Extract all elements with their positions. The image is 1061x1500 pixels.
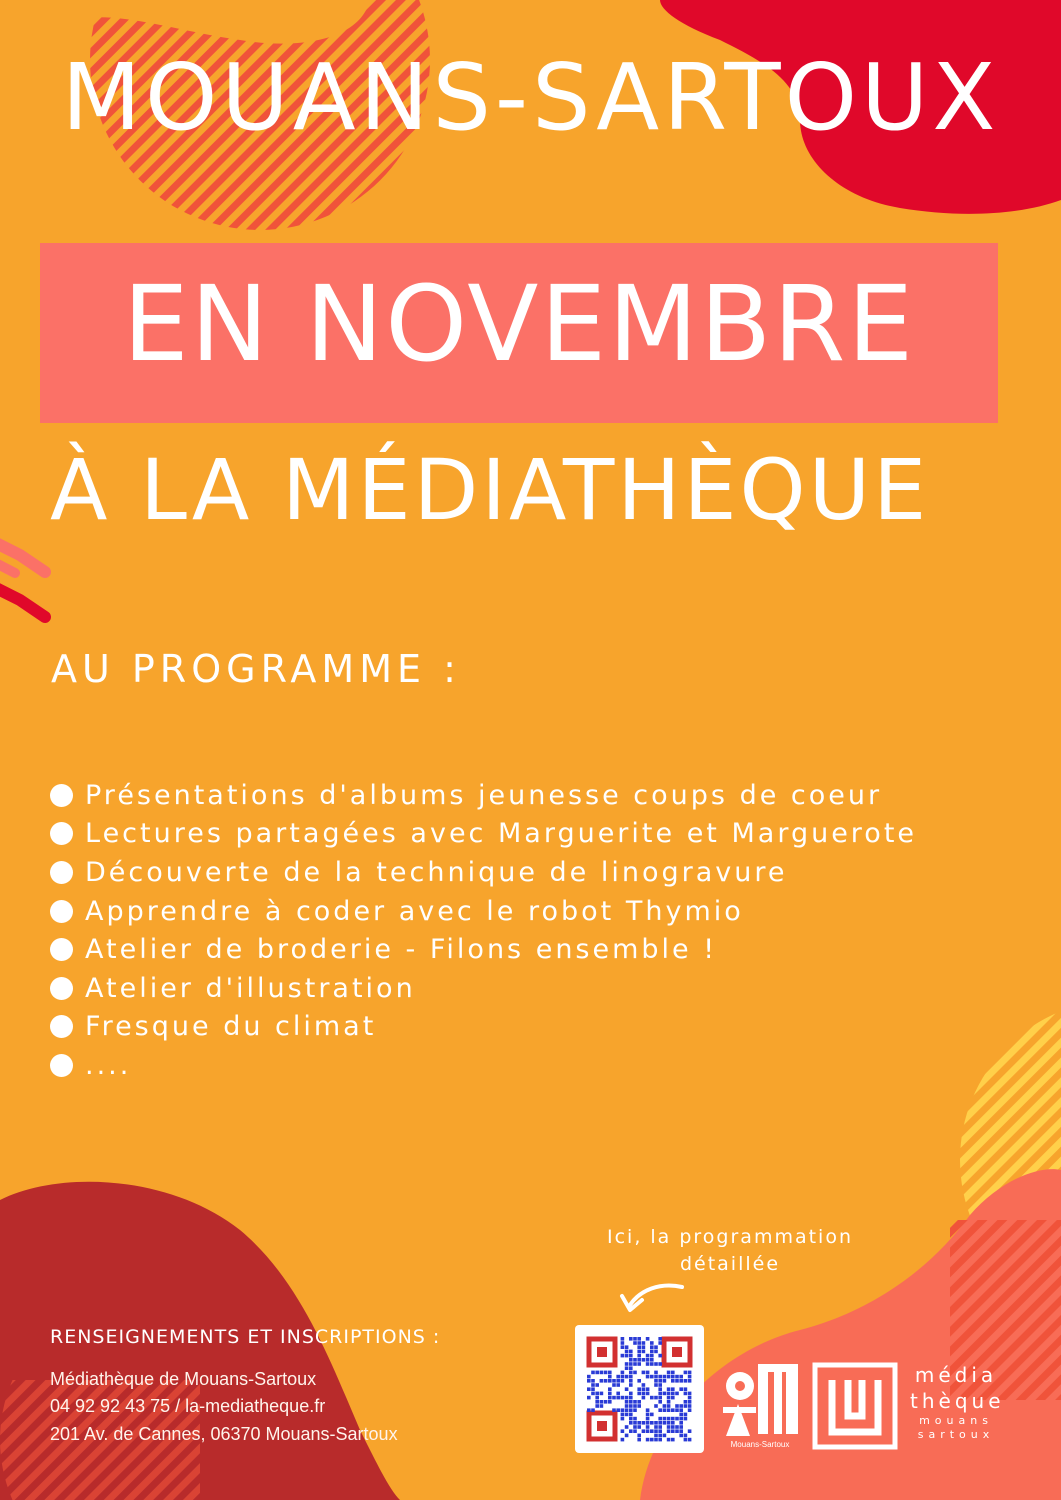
list-item: Découverte de la technique de linogravure [50,853,917,892]
bullet-icon [50,1054,73,1077]
list-item: Apprendre à coder avec le robot Thymio [50,892,917,931]
bullet-icon [50,900,73,923]
qr-caption: Ici, la programmation détaillée [606,1226,854,1275]
programme-list [50,776,917,1085]
contact-address: 201 Av. de Cannes, 06370 Mouans-Sartoux [50,1424,398,1444]
list-item: Atelier d'illustration [50,969,917,1008]
bullet-icon [50,977,73,1000]
bullet-icon [50,784,73,807]
list-item: Atelier de broderie - Filons ensemble ! [50,930,917,969]
bullet-icon [50,822,73,845]
contact-phone-web[interactable]: 04 92 92 43 75 / la-mediatheque.fr [50,1396,326,1416]
list-item: Présentations d'albums jeunesse coups de coeur [50,776,917,815]
contact-name: Médiathèque de Mouans-Sartoux [50,1369,317,1389]
bullet-icon [50,938,73,961]
mediatheque-logo-icon [812,1362,898,1450]
bullet-icon [50,1015,73,1038]
list-item: Fresque du climat [50,1008,917,1047]
qr-code-icon[interactable] [575,1325,704,1453]
poster-title: MOUANS-SARTOUX [61,44,1000,151]
subtitle: À LA MÉDIATHÈQUE [50,441,930,539]
contact-heading: RENSEIGNEMENTS ET INSCRIPTIONS : [50,1326,441,1348]
bullet-icon [50,861,73,884]
list-item: .... [50,1046,917,1085]
town-logo-icon [718,1356,802,1440]
programme-heading: AU PROGRAMME : [51,647,461,691]
mediatheque-wordmark: média thèque mouans sartoux [910,1363,1005,1441]
town-label: Mouans-Sartoux [730,1440,790,1449]
list-item: Lectures partagées avec Marguerite et Marguerote [50,815,917,854]
banner-text: EN NOVEMBRE [122,263,916,385]
